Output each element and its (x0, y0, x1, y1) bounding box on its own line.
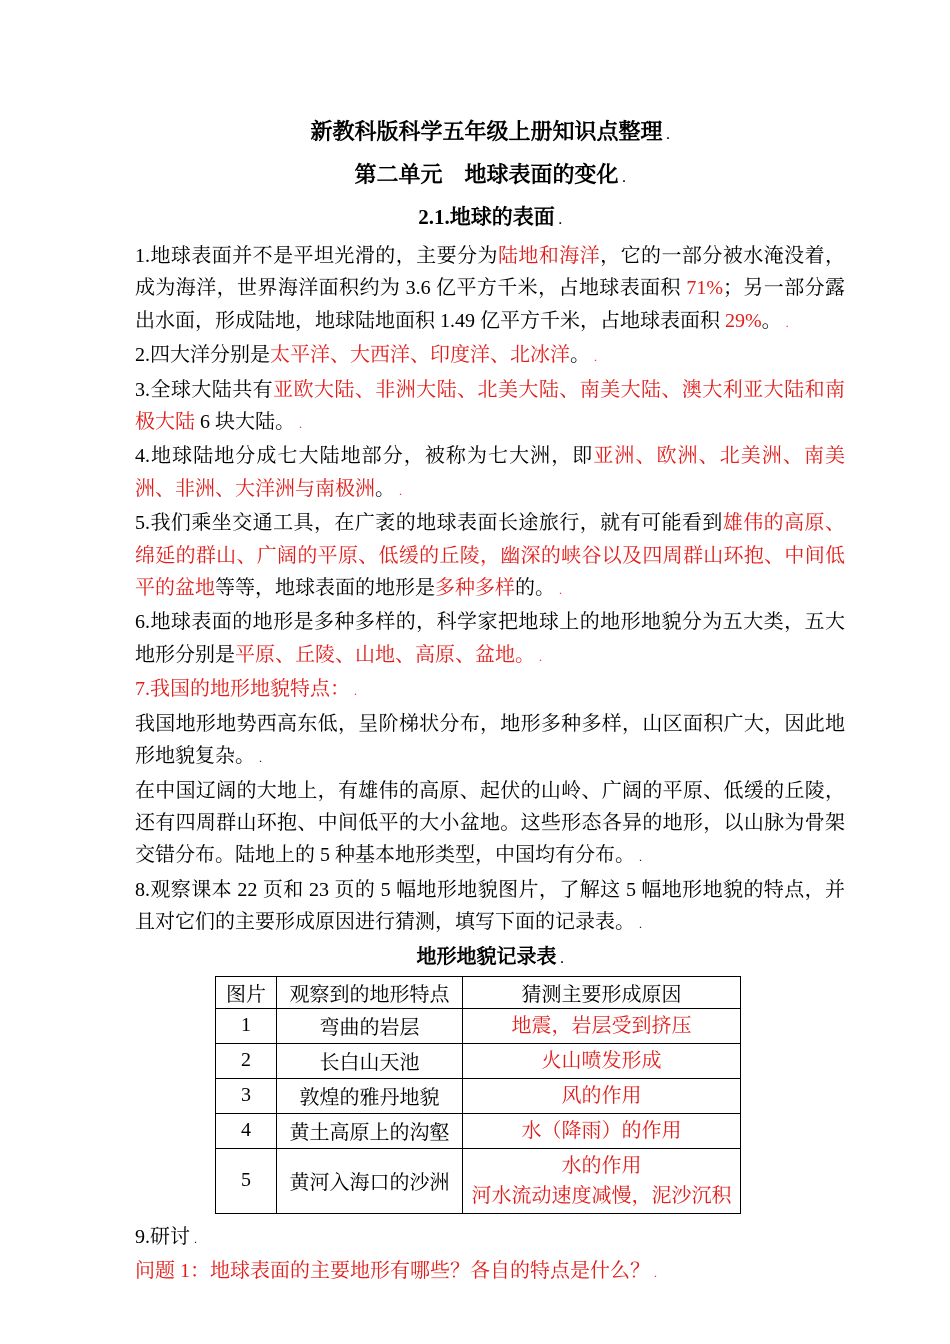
cell-formation-cause (463, 1008, 741, 1043)
paragraph-mark: . (594, 350, 597, 365)
paragraph (135, 339, 845, 373)
record-table-head (216, 976, 741, 1008)
text-segment: 。 (375, 477, 395, 500)
col-header-cause: 猜测主要形成原因 (463, 976, 741, 1008)
paragraph (135, 775, 845, 874)
text-segment: 9.研讨 (135, 1225, 190, 1248)
text-segment: 1.地球表面并不是平坦光滑的，主要分为 (135, 245, 498, 267)
paragraph (135, 606, 845, 673)
text-segment: 。 (570, 344, 590, 367)
highlighted-text: 太平洋、大西洋、印度洋、北冰洋 (270, 344, 570, 367)
col-header-image: 图片 (216, 976, 277, 1008)
cell-image-number: 1 (216, 1008, 277, 1043)
lesson-heading-text: 2.1.地球的表面 (418, 205, 555, 229)
record-table-title (135, 941, 845, 976)
paragraph-mark: . (785, 315, 789, 330)
table-row (216, 1148, 741, 1213)
text-segment: 等等，地球表面的地形是 (215, 577, 435, 600)
unit-heading (135, 155, 845, 198)
table-row (216, 1113, 741, 1148)
highlighted-text: 29% (725, 309, 762, 332)
text-segment: 5.我们乘坐交通工具，在广袤的地球表面长途旅行，就有可能看到 (135, 512, 723, 535)
paragraph (135, 874, 845, 941)
cell-formation-cause (463, 1113, 741, 1148)
landform-record-table (215, 976, 741, 1214)
paragraph-mark: . (639, 850, 642, 865)
paragraph-mark: . (194, 1231, 197, 1246)
text-segment: ；另一部分露出水面，形成陆地，地球陆地面积 1.49 亿平方千米，占地球表面积 (135, 277, 846, 332)
cause-line: 水（降雨）的作用 (521, 1119, 682, 1142)
cell-landform-feature: 黄土高原上的沟壑 (277, 1113, 463, 1148)
highlighted-text: 平原、丘陵、山地、高原、盆地。 (235, 643, 535, 666)
cell-formation-cause (463, 1043, 741, 1078)
unit-heading-text: 第二单元 地球表面的变化 (354, 162, 619, 187)
closing-paragraphs (135, 1221, 845, 1290)
text-segment: 。 (761, 309, 782, 332)
highlighted-text: 问题 1：地球表面的主要地形有哪些？各自的特点是什么？ (135, 1259, 650, 1282)
text-segment: 2.四大洋分别是 (135, 344, 270, 367)
cause-line: 风的作用 (561, 1084, 642, 1107)
doc-title (135, 112, 845, 155)
text-segment: 8.观察课本 22 页和 23 页的 5 幅地形地貌图片，了解这 5 幅地形地貌的特点，并且对它们的主要形成原因进行猜测，填写下面的记录表。 (135, 878, 845, 934)
cell-landform-feature: 长白山天池 (277, 1043, 463, 1078)
paragraph (135, 240, 845, 339)
paragraph (135, 708, 845, 775)
paragraph-mark: . (354, 684, 357, 699)
text-segment: ，它的一部分被水淹没着，成为海洋，世界海洋面积约为 3.6 亿平方千米，占地球表面积 (135, 245, 846, 300)
cause-line: 水的作用 (561, 1154, 642, 1177)
lesson-heading (135, 198, 845, 240)
paragraph-mark: . (639, 917, 642, 932)
table-row (216, 1078, 741, 1113)
highlighted-text: 亚欧大陆、非洲大陆、北美大陆、南美大陆、澳大利亚大陆和南极大陆 (135, 378, 846, 434)
paragraph-mark: . (559, 583, 562, 598)
cell-formation-cause (463, 1078, 741, 1113)
paragraph-mark: . (259, 751, 262, 766)
paragraph (135, 1221, 845, 1255)
cell-landform-feature: 弯曲的岩层 (277, 1008, 463, 1043)
paragraph (135, 507, 845, 606)
text-segment: 3.全球大陆共有 (135, 378, 274, 401)
text-segment: 在中国辽阔的大地上，有雄伟的高原、起伏的山岭、广阔的平原、低缓的丘陵，还有四周群山环抱、中间低平的大小盆地。这些形态各异的地形，以山脉为骨架交错分布。陆地上的 5 种基本地形类型，中国均有分布。 (135, 779, 845, 867)
paragraph-mark: . (558, 213, 562, 227)
highlighted-text: 陆地和海洋 (497, 245, 601, 267)
paragraph (135, 1255, 845, 1289)
record-table-body (216, 1008, 741, 1213)
record-table-title-text: 地形地貌记录表 (416, 945, 557, 968)
paragraph-mark: . (399, 483, 402, 498)
cell-image-number: 4 (216, 1113, 277, 1148)
cell-image-number: 5 (216, 1148, 277, 1213)
paragraph (135, 673, 845, 707)
paragraph-mark: . (299, 417, 302, 432)
highlighted-text: 多种多样 (435, 577, 515, 600)
cell-landform-feature: 敦煌的雅丹地貌 (277, 1078, 463, 1113)
cause-line: 地震，岩层受到挤压 (511, 1014, 692, 1037)
text-segment: 6 块大陆。 (195, 411, 295, 434)
cell-formation-cause (463, 1148, 741, 1213)
paragraph (135, 374, 845, 441)
cell-image-number: 3 (216, 1078, 277, 1113)
cell-image-number: 2 (216, 1043, 277, 1078)
col-header-feature: 观察到的地形特点 (277, 976, 463, 1008)
paragraph (135, 440, 845, 507)
text-segment: 6.地球表面的地形是多种多样的，科学家把地球上的地形地貌分为五大类，五大地形分别是 (135, 611, 845, 666)
paragraph-mark: . (666, 128, 670, 142)
table-row (216, 1008, 741, 1043)
paragraph-mark: . (622, 171, 626, 185)
paragraph-mark: . (560, 951, 564, 966)
paragraph-mark: . (654, 1265, 657, 1280)
cause-line: 河水流动速度减慢，泥沙沉积 (471, 1184, 732, 1207)
body-paragraphs (135, 240, 845, 941)
highlighted-text: 亚洲、欧洲、北美洲、南美洲、非洲、大洋洲与南极洲 (135, 445, 846, 500)
text-segment: 的。 (515, 577, 555, 600)
paragraph-mark: . (539, 649, 542, 664)
cause-line: 火山喷发形成 (541, 1049, 662, 1072)
text-segment: 4.地球陆地分成七大陆地部分，被称为七大洲，即 (135, 445, 594, 468)
highlighted-text: 雄伟的高原、绵延的群山、广阔的平原、低缓的丘陵，幽深的峡谷以及四周群山环抱、中间低平的盆地 (135, 512, 846, 600)
table-row (216, 1043, 741, 1078)
header-row (216, 976, 741, 1008)
highlighted-text: 7.我国的地形地貌特点： (135, 678, 350, 701)
cell-landform-feature: 黄河入海口的沙洲 (277, 1148, 463, 1213)
doc-title-text: 新教科版科学五年级上册知识点整理 (310, 119, 663, 144)
highlighted-text: 71% (686, 277, 723, 300)
text-segment: 我国地形地势西高东低，呈阶梯状分布，地形多种多样，山区面积广大，因此地形地貌复杂。 (135, 712, 845, 768)
